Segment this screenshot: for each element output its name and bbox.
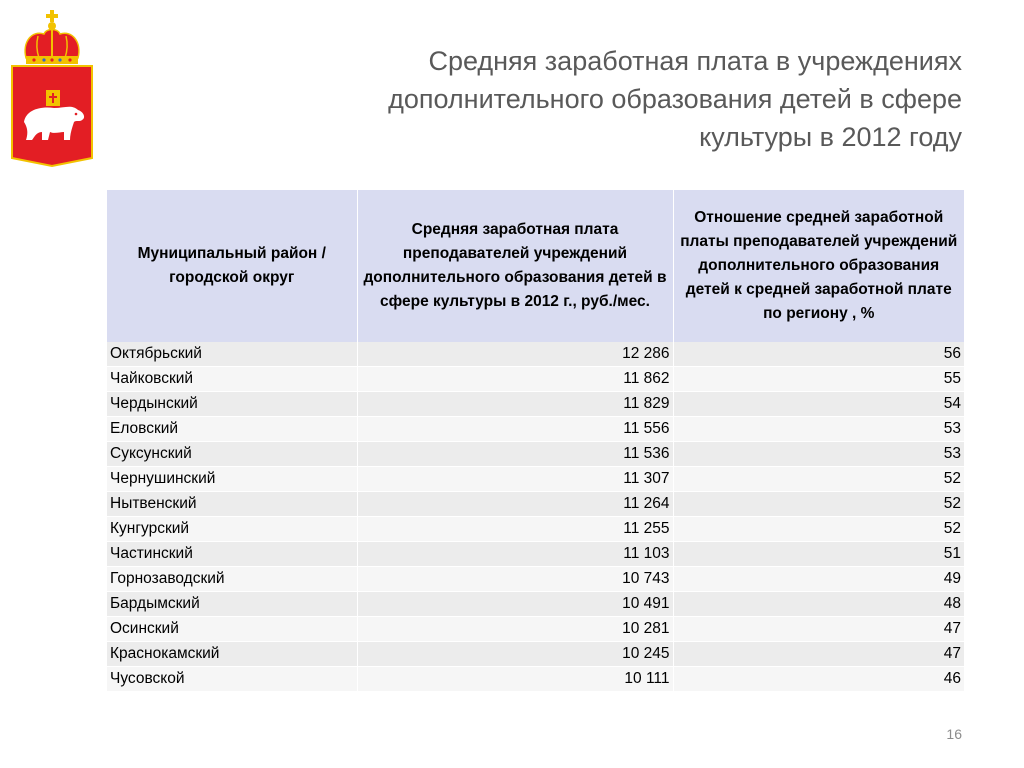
slide-title-line: Средняя заработная плата в учреждениях	[428, 46, 962, 76]
table-body	[107, 342, 964, 692]
municipality-cell: Чердынский	[107, 392, 357, 417]
slide-title-line: культуры в 2012 году	[699, 122, 962, 152]
salary-cell: 11 556	[357, 417, 673, 442]
salary-cell: 10 245	[357, 642, 673, 667]
table-row	[107, 467, 964, 492]
municipality-cell: Кунгурский	[107, 517, 357, 542]
perm-krai-coat-of-arms-icon	[10, 8, 94, 168]
salary-cell: 11 829	[357, 392, 673, 417]
table-header-row	[107, 190, 964, 342]
municipality-cell: Частинский	[107, 542, 357, 567]
salary-cell: 10 743	[357, 567, 673, 592]
table-row	[107, 392, 964, 417]
table-row	[107, 617, 964, 642]
page-number: 16	[946, 726, 962, 742]
ratio-cell: 52	[673, 467, 964, 492]
salary-cell: 10 281	[357, 617, 673, 642]
municipality-cell: Нытвенский	[107, 492, 357, 517]
municipality-cell: Октябрьский	[107, 342, 357, 367]
salary-cell: 11 307	[357, 467, 673, 492]
crown-icon	[25, 10, 79, 64]
ratio-cell: 52	[673, 517, 964, 542]
ratio-cell: 53	[673, 417, 964, 442]
salary-cell: 11 255	[357, 517, 673, 542]
salary-cell: 11 536	[357, 442, 673, 467]
ratio-cell: 56	[673, 342, 964, 367]
municipality-cell: Чернушинский	[107, 467, 357, 492]
ratio-cell: 46	[673, 667, 964, 692]
ratio-cell: 48	[673, 592, 964, 617]
ratio-cell: 47	[673, 642, 964, 667]
municipality-cell: Бардымский	[107, 592, 357, 617]
municipality-cell: Чусовской	[107, 667, 357, 692]
gospel-cross-icon	[46, 90, 60, 106]
municipality-cell: Осинский	[107, 617, 357, 642]
ratio-cell: 55	[673, 367, 964, 392]
table-row	[107, 567, 964, 592]
salary-cell: 10 491	[357, 592, 673, 617]
municipality-cell: Горнозаводский	[107, 567, 357, 592]
ratio-cell: 52	[673, 492, 964, 517]
salary-cell: 11 862	[357, 367, 673, 392]
ratio-cell: 54	[673, 392, 964, 417]
salary-cell: 10 111	[357, 667, 673, 692]
table-row	[107, 517, 964, 542]
municipality-cell: Суксунский	[107, 442, 357, 467]
table-row	[107, 642, 964, 667]
ratio-cell: 53	[673, 442, 964, 467]
table-row	[107, 367, 964, 392]
slide-title	[322, 42, 962, 156]
table-row	[107, 442, 964, 467]
municipality-cell: Чайковский	[107, 367, 357, 392]
salary-cell: 12 286	[357, 342, 673, 367]
ratio-cell: 51	[673, 542, 964, 567]
column-header-average-salary: Средняя заработная плата преподавателей учреждений дополнительного образования детей в сфере культуры в 2012 г., руб./мес.	[357, 190, 673, 342]
column-header-municipality: Муниципальный район / городской округ	[107, 190, 357, 342]
column-header-salary-ratio: Отношение средней заработной платы преподавателей учреждений дополнительного образования детей к средней заработной плате по региону , %	[673, 190, 964, 342]
table-row	[107, 417, 964, 442]
table-row	[107, 342, 964, 367]
table-row	[107, 592, 964, 617]
slide-title-line: дополнительного образования детей в сфере	[388, 84, 962, 114]
table-row	[107, 542, 964, 567]
salary-cell: 11 103	[357, 542, 673, 567]
ratio-cell: 49	[673, 567, 964, 592]
municipality-cell: Еловский	[107, 417, 357, 442]
table-row	[107, 492, 964, 517]
table-row	[107, 667, 964, 692]
salary-table	[107, 190, 964, 692]
ratio-cell: 47	[673, 617, 964, 642]
municipality-cell: Краснокамский	[107, 642, 357, 667]
salary-cell: 11 264	[357, 492, 673, 517]
